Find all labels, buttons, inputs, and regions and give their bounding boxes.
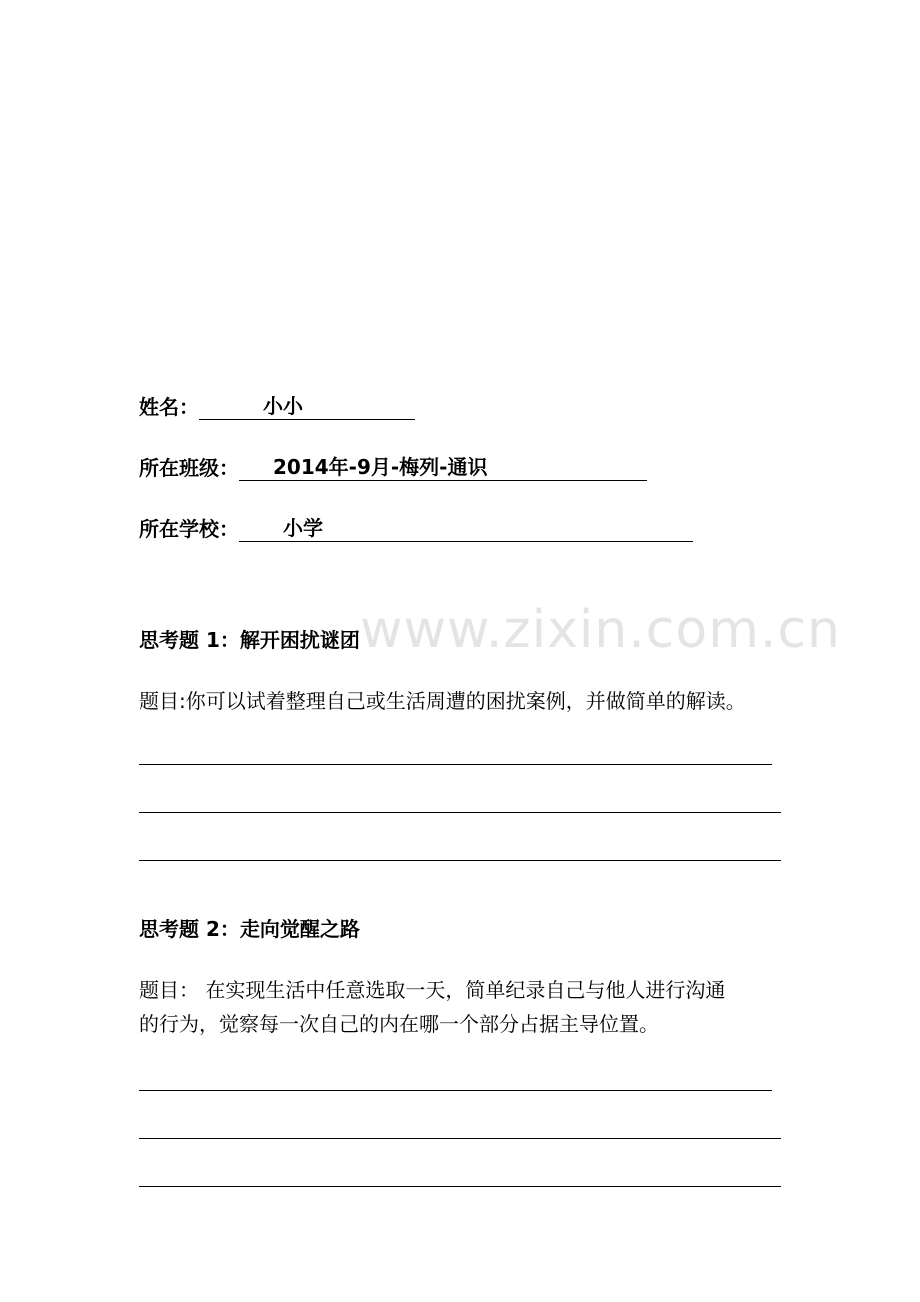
question-2-prompt [139, 973, 789, 1041]
name-value: 小小 [263, 394, 303, 418]
school-field [139, 510, 693, 542]
answer-line[interactable] [139, 764, 772, 765]
question-2-prompt-line-1: 题目： 在实现生活中任意选取一天，简单纪录自己与他人进行沟通 [139, 978, 726, 1002]
class-underline [239, 454, 647, 481]
question-1-title: 思考题 1：解开困扰谜团 [139, 628, 360, 652]
class-field [139, 449, 647, 481]
school-value: 小学 [283, 516, 323, 540]
school-underline [239, 515, 693, 542]
class-label: 所在班级： [139, 456, 239, 480]
question-2-prompt-line-2: 的行为，觉察每一次自己的内在哪一个部分占据主导位置。 [139, 1012, 659, 1036]
watermark: www.zixin.com.cn [360, 600, 841, 660]
answer-line[interactable] [139, 812, 781, 813]
question-2-title: 思考题 2：走向觉醒之路 [139, 917, 360, 941]
name-underline [199, 393, 415, 420]
question-1-prompt [139, 684, 789, 718]
answer-line[interactable] [139, 860, 781, 861]
name-field [139, 388, 415, 420]
name-label: 姓名： [139, 395, 199, 419]
school-label: 所在学校： [139, 517, 239, 541]
question-1-prompt-line: 题目:你可以试着整理自己或生活周遭的困扰案例，并做简单的解读。 [139, 689, 746, 713]
answer-line[interactable] [139, 1186, 781, 1187]
answer-line[interactable] [139, 1138, 781, 1139]
class-value: 2014年-9月-梅列-通识 [273, 455, 488, 479]
answer-line[interactable] [139, 1090, 772, 1091]
